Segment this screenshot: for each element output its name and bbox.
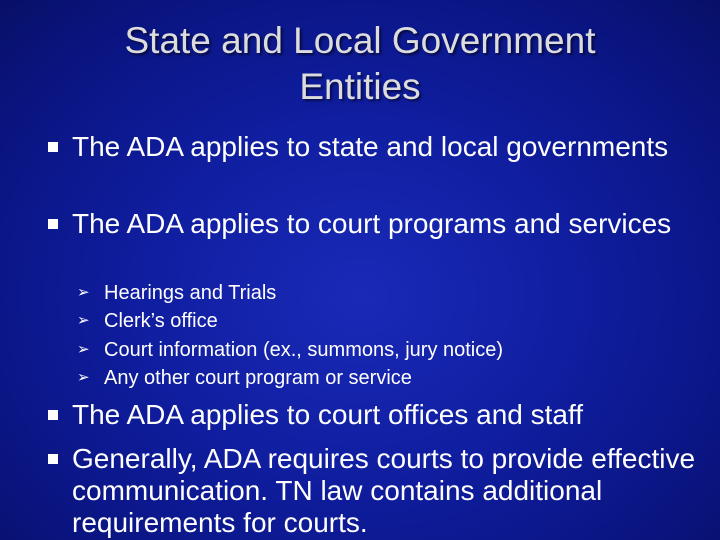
- bullet-text: The ADA applies to court offices and staff: [72, 399, 584, 430]
- sub-bullet-item: [77, 338, 694, 362]
- square-bullet-icon: [48, 219, 58, 229]
- bullet-item: [72, 443, 712, 539]
- arrow-bullet-icon: ➢: [77, 312, 90, 329]
- square-bullet-icon: [48, 454, 58, 464]
- title-line-2: Entities: [299, 66, 421, 107]
- sub-bullet-item: [77, 366, 694, 390]
- sub-bullet-text: Any other court program or service: [104, 367, 412, 389]
- sub-bullet-text: Court information (ex., summons, jury notice): [104, 339, 504, 361]
- bullet-item: [72, 208, 702, 240]
- bullet-text: The ADA applies to state and local governments: [72, 131, 669, 162]
- sub-bullet-item: [77, 309, 694, 333]
- bullet-text: The ADA applies to court programs and services: [72, 208, 672, 239]
- title-line-1: State and Local Government: [124, 20, 596, 61]
- bullet-item: [72, 131, 702, 163]
- square-bullet-icon: [48, 410, 58, 420]
- bullet-text: Generally, ADA requires courts to provide effective communication. TN law contains additional requirements for courts.: [72, 443, 696, 538]
- sub-bullet-text: Hearings and Trials: [104, 282, 277, 304]
- arrow-bullet-icon: ➢: [77, 369, 90, 386]
- bullet-item: [72, 399, 702, 431]
- arrow-bullet-icon: ➢: [77, 284, 90, 301]
- sub-bullet-item: [77, 281, 694, 305]
- arrow-bullet-icon: ➢: [77, 341, 90, 358]
- sub-bullet-text: Clerk’s office: [104, 310, 218, 332]
- square-bullet-icon: [48, 142, 58, 152]
